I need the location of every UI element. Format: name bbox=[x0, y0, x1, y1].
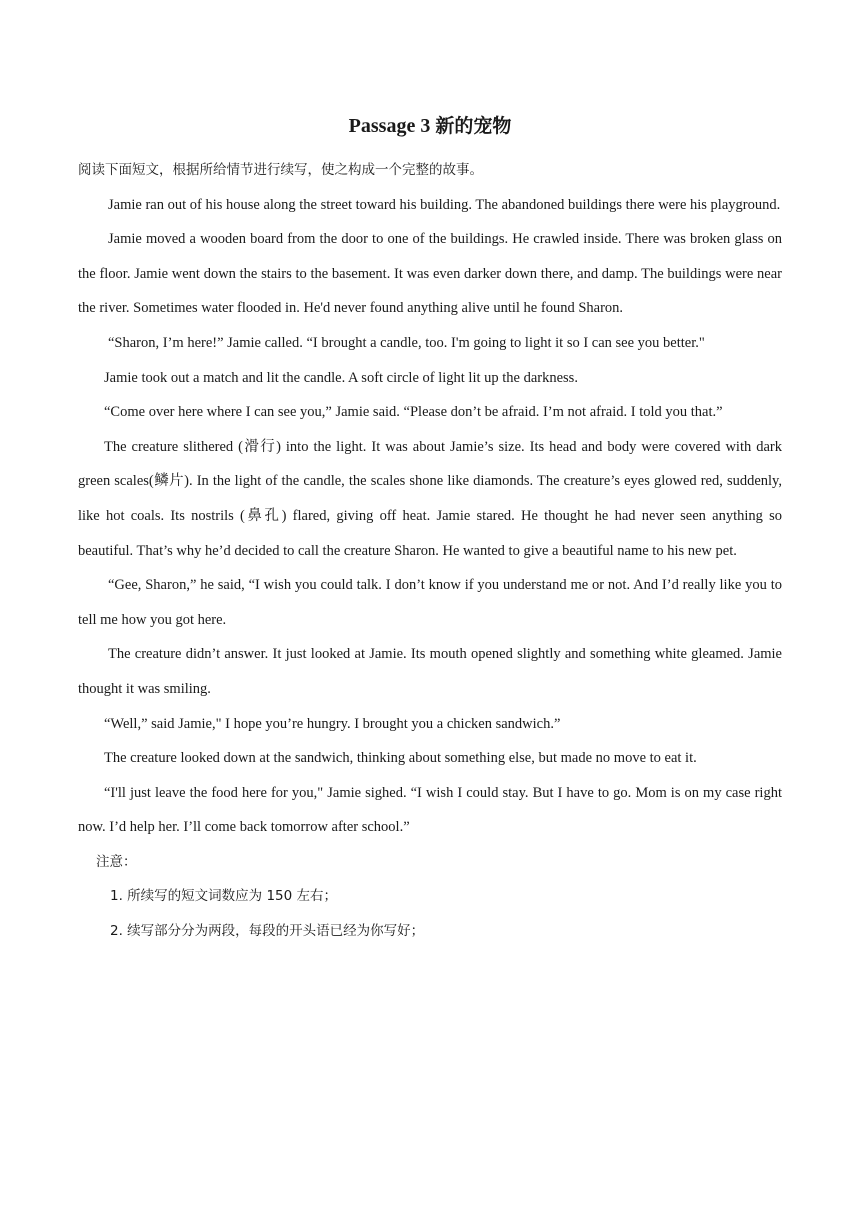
paragraph-10: The creature looked down at the sandwich, thinking about something else, but made no move to eat it. bbox=[104, 750, 697, 767]
instruction-text: 阅读下面短文，根据所给情节进行续写，使之构成一个完整的故事。 bbox=[78, 162, 483, 178]
paragraph-6: The creature slithered (滑行) into the light. It was about Jamie’s size. Its head and body were covered with dark green scales(鳞片). In the light of the candle, the scales shone like diamonds. The creature’s eyes glowed red, suddenly, like hot coals. Its nostrils (鼻孔) flared, giving off heat. Jamie stared. He thought he had never seen anything so beautiful. That’s why he’d decided to call the creature Sharon. He wanted to give a beautiful name to his new pet. bbox=[78, 438, 782, 559]
paragraph-7: “Gee, Sharon,” he said, “I wish you could talk. I don’t know if you understand me or not. And I’d really like you to tell me how you got here. bbox=[78, 577, 782, 628]
note-item-1: 1. 所续写的短文词数应为 150 左右； bbox=[110, 888, 338, 905]
notes-heading: 注意： bbox=[96, 853, 137, 870]
paragraph-11: “I'll just leave the food here for you," Jamie sighed. “I wish I could stay. But I have to go. Mom is on my case right now. I’d help her. I’ll come back tomorrow after school.” bbox=[78, 784, 782, 836]
paragraph-8: The creature didn’t answer. It just looked at Jamie. Its mouth opened slightly and something white gleamed. Jamie thought it was smiling. bbox=[78, 646, 782, 697]
paragraph-5: “Come over here where I can see you,” Jamie said. “Please don’t be afraid. I’m not afraid. I told you that.” bbox=[104, 404, 723, 421]
paragraph-2: Jamie moved a wooden board from the door to one of the buildings. He crawled inside. There was broken glass on the floor. Jamie went down the stairs to the basement. It was even darker down there, and damp. The buildings were near the river. Sometimes water flooded in. He'd never found anything alive until he found Sharon. bbox=[78, 231, 782, 317]
passage-body bbox=[78, 153, 782, 949]
paragraph-4: Jamie took out a match and lit the candle. A soft circle of light lit up the darkness. bbox=[104, 369, 578, 386]
paragraph-9: “Well,” said Jamie," I hope you’re hungry. I brought you a chicken sandwich.” bbox=[104, 715, 561, 732]
note-item-2: 2. 续写部分分为两段，每段的开头语已经为你写好； bbox=[110, 923, 425, 940]
passage-title bbox=[0, 112, 860, 140]
paragraph-3: “Sharon, I’m here!” Jamie called. “I brought a candle, too. I'm going to light it so I can see you better." bbox=[108, 334, 705, 351]
paragraph-1: Jamie ran out of his house along the street toward his building. The abandoned buildings there were his playground. bbox=[108, 196, 781, 213]
passage-title-english: Passage 3 bbox=[348, 115, 431, 137]
passage-title-chinese: 新的宠物 bbox=[435, 115, 512, 137]
